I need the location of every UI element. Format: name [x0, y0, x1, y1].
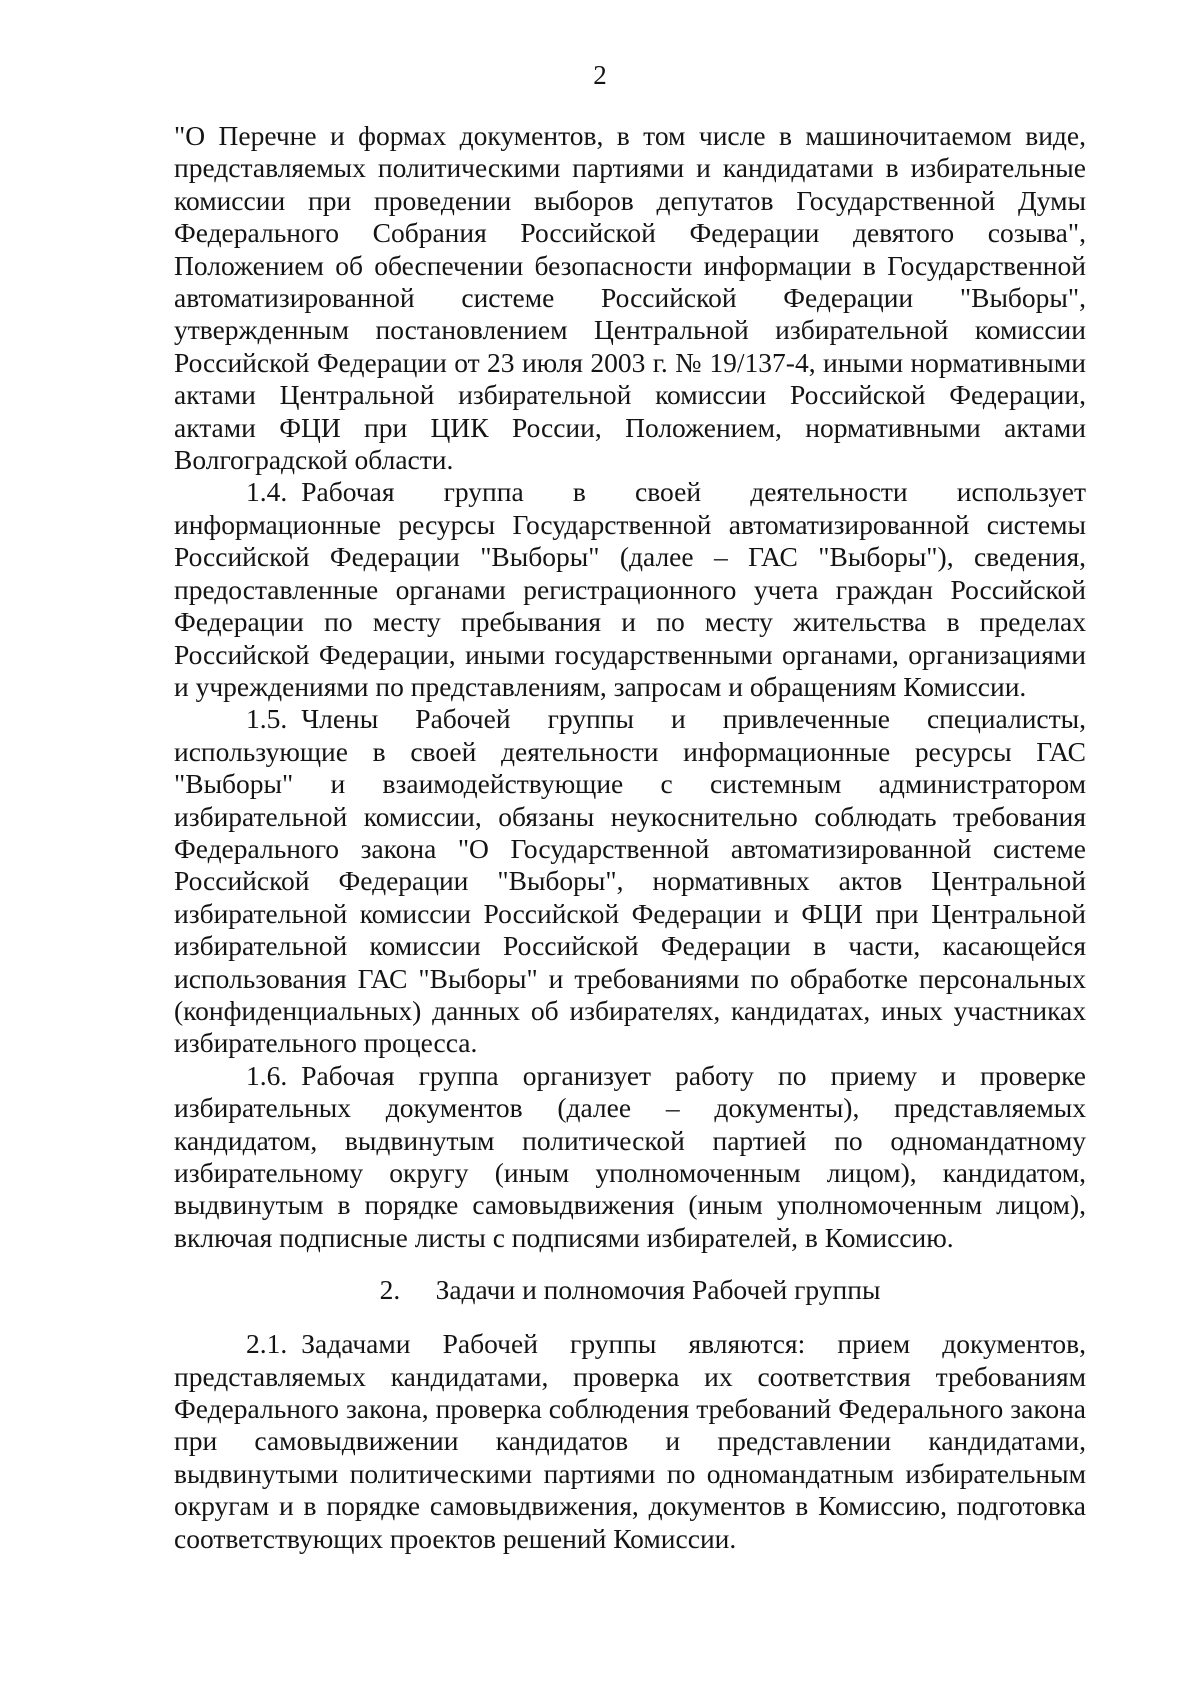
- paragraph-number: 1.4.: [246, 476, 288, 508]
- paragraph-intro: "О Перечне и формах документов, в том числе в машиночитаемом виде, представляемых политическими партиями и кандидатами в избирательные комиссии при проведении выборов депутатов Государственной Думы Федерального Собрания Российской Федерации девятого созыва", Положением об обеспечении безопасности информации в Государственной автоматизированной системе Российской Федерации "Выборы", утвержденным постановлением Центральной избирательной комиссии Российской Федерации от 23 июля 2003 г. № 19/137-4, иными нормативными актами Центральной избирательной комиссии Российской Федерации, актами ФЦИ при ЦИК России, Положением, нормативными актами Волгоградской области.: [174, 120, 1086, 476]
- paragraph-number: 1.6.: [246, 1059, 288, 1091]
- paragraph-1-5: [174, 703, 1086, 1059]
- paragraph-number: 1.5.: [246, 703, 288, 735]
- section-number: 2.: [379, 1274, 401, 1306]
- paragraph-1-4: [174, 476, 1086, 703]
- section-title: Задачи и полномочия Рабочей группы: [435, 1274, 881, 1306]
- paragraph-text: Члены Рабочей группы и привлеченные специалисты, использующие в своей деятельности информационные ресурсы ГАС "Выборы" и взаимодействующие с системным администратором избирательной комиссии, обязаны неукоснительно соблюдать требования Федерального закона "О Государственной автоматизированной системе Российской Федерации "Выборы", нормативных актов Центральной избирательной комиссии Российской Федерации и ФЦИ при Центральной избирательной комиссии Российской Федерации в части, касающейся использования ГАС "Выборы" и требованиями по обработке персональных (конфиденциальных) данных об избирателях, кандидатах, иных участниках избирательного процесса.: [174, 703, 1086, 1059]
- document-body: [174, 120, 1086, 1555]
- paragraph-2-1: [174, 1328, 1086, 1555]
- paragraph-1-6: [174, 1060, 1086, 1254]
- paragraph-text: Рабочая группа в своей деятельности использует информационные ресурсы Государственной автоматизированной системы Российской Федерации "Выборы" (далее – ГАС "Выборы"), сведения, предоставленные органами регистрационного учета граждан Российской Федерации по месту пребывания и по месту жительства в пределах Российской Федерации, иными государственными органами, организациями и учреждениями по представлениям, запросам и обращениям Комиссии.: [174, 476, 1086, 702]
- section-heading: [174, 1274, 1086, 1306]
- paragraph-text: Задачами Рабочей группы являются: прием документов, представляемых кандидатами, проверка их соответствия требованиям Федерального закона, проверка соблюдения требований Федерального закона при самовыдвижении кандидатов и представлении кандидатами, выдвинутыми политическими партиями по одномандатным избирательным округам и в порядке самовыдвижения, документов в Комиссию, подготовка соответствующих проектов решений Комиссии.: [174, 1328, 1086, 1554]
- paragraph-number: 2.1.: [246, 1328, 288, 1360]
- paragraph-text: Рабочая группа организует работу по приему и проверке избирательных документов (далее – документы), представляемых кандидатом, выдвинутым политической партией по одномандатному избирательному округу (иным уполномоченным лицом), кандидатом, выдвинутым в порядке самовыдвижения (иным уполномоченным лицом), включая подписные листы с подписями избирателей, в Комиссию.: [174, 1059, 1086, 1253]
- page-number: 2: [593, 60, 607, 90]
